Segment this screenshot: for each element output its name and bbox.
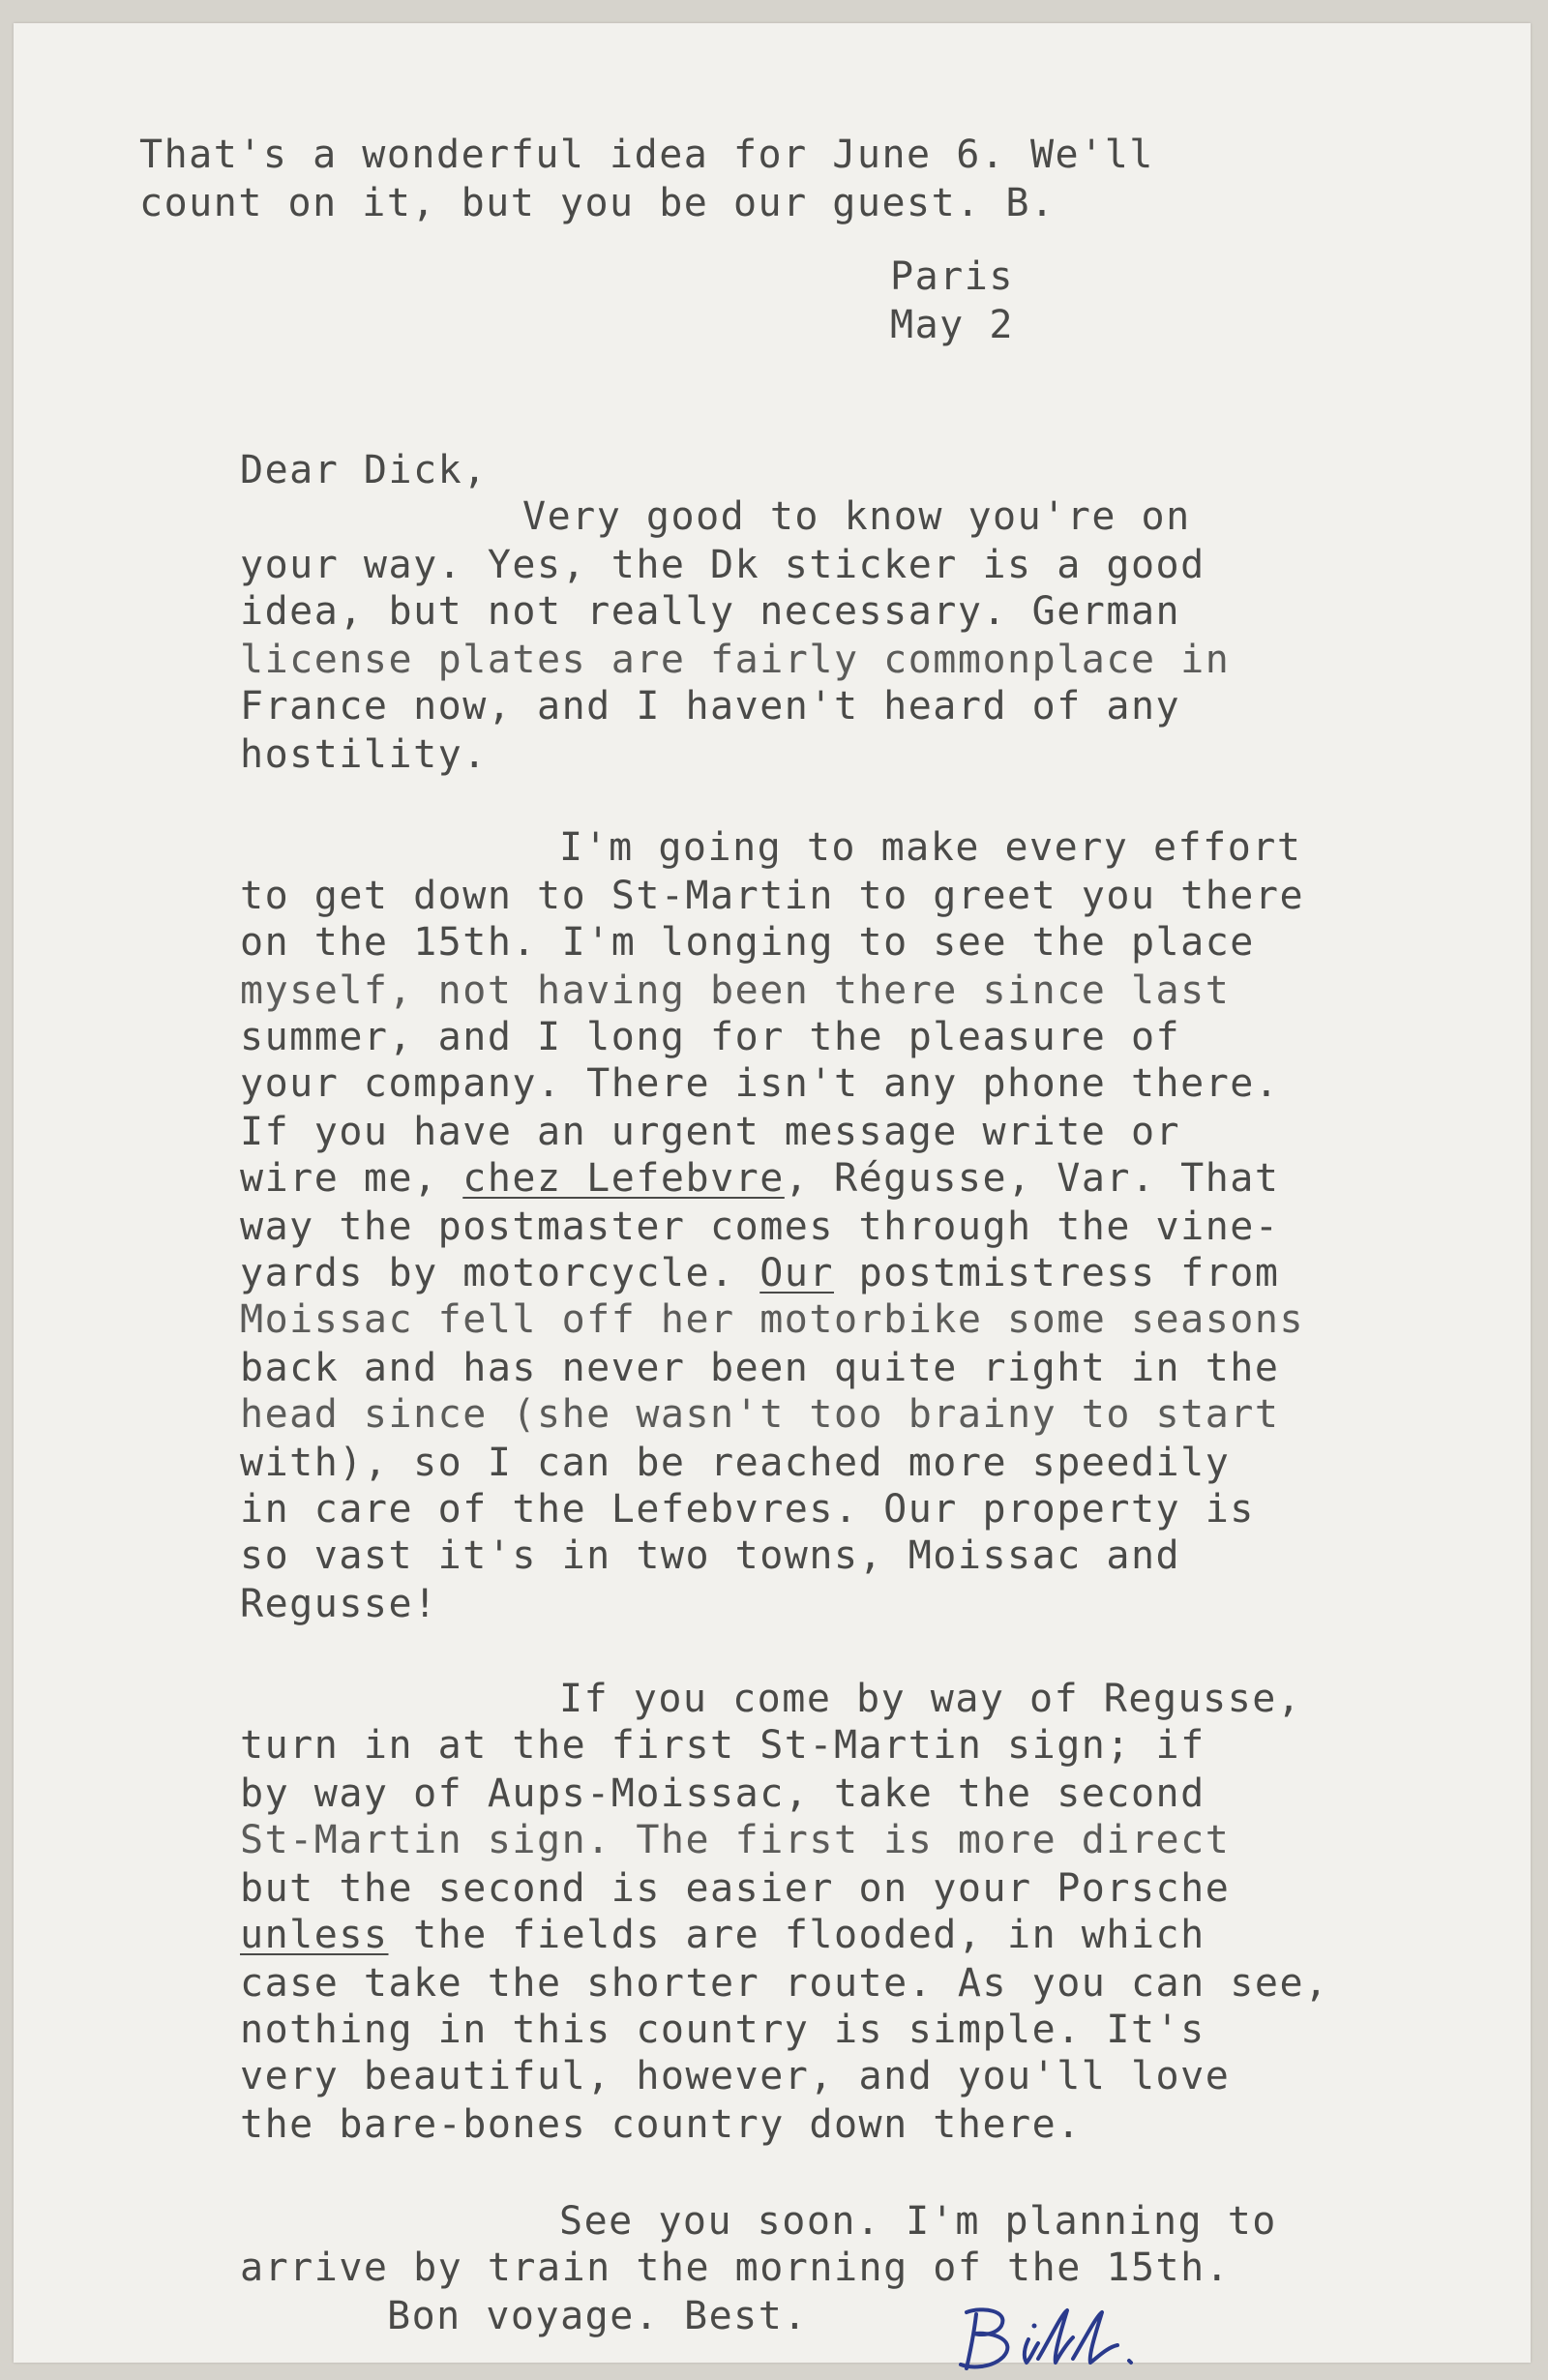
body-text: , Régusse, Var. That bbox=[784, 1156, 1280, 1201]
body-line: so vast it's in two towns, Moissac and bbox=[240, 1533, 1181, 1578]
body-line: on the 15th. I'm longing to see the place bbox=[240, 920, 1255, 965]
body-line: Moissac fell off her motorbike some seasons bbox=[240, 1297, 1305, 1342]
underlined-address: chez Lefebvre bbox=[462, 1156, 785, 1201]
letter-place: Paris bbox=[890, 254, 1014, 299]
body-line: with), so I can be reached more speedily bbox=[240, 1441, 1231, 1485]
body-line: way the postmaster comes through the vine- bbox=[240, 1205, 1280, 1249]
body-line bbox=[240, 1912, 1206, 1958]
body-line: head since (she wasn't too brainy to start bbox=[240, 1392, 1280, 1437]
body-line: turn in at the first St-Martin sign; if bbox=[240, 1723, 1206, 1768]
postscript-line: That's a wonderful idea for June 6. We'll bbox=[139, 133, 1154, 177]
salutation: Dear Dick, bbox=[240, 448, 488, 492]
body-text: wire me, bbox=[240, 1156, 463, 1201]
closing-line: See you soon. I'm planning to bbox=[559, 2199, 1277, 2244]
underlined-word: Our bbox=[759, 1251, 834, 1295]
body-text: postmistress from bbox=[833, 1251, 1280, 1295]
body-line: If you have an urgent message write or bbox=[240, 1110, 1181, 1154]
body-line: in care of the Lefebvres. Our property is bbox=[240, 1487, 1255, 1532]
body-line: myself, not having been there since last bbox=[240, 968, 1231, 1013]
body-line: case take the shorter route. As you can see, bbox=[240, 1961, 1329, 2006]
body-line: If you come by way of Regusse, bbox=[559, 1677, 1302, 1721]
handwritten-signature bbox=[953, 2301, 1195, 2378]
body-line: your company. There isn't any phone there. bbox=[240, 1061, 1280, 1106]
body-line: idea, but not really necessary. German bbox=[240, 589, 1181, 634]
body-line: I'm going to make every effort bbox=[559, 825, 1302, 870]
letter-date: May 2 bbox=[890, 303, 1014, 347]
body-text: the fields are flooded, in which bbox=[388, 1913, 1206, 1957]
body-line: but the second is easier on your Porsche bbox=[240, 1866, 1231, 1911]
body-text: yards by motorcycle. bbox=[240, 1251, 760, 1295]
underlined-word: unless bbox=[240, 1913, 389, 1957]
body-line: France now, and I haven't heard of any bbox=[240, 684, 1181, 729]
body-line: hostility. bbox=[240, 732, 488, 777]
closing-line: arrive by train the morning of the 15th. bbox=[240, 2246, 1231, 2290]
body-line: St-Martin sign. The first is more direct bbox=[240, 1818, 1231, 1862]
body-line bbox=[240, 1250, 1279, 1296]
closing-line: Bon voyage. Best. bbox=[387, 2294, 808, 2338]
body-line: license plates are fairly commonplace in bbox=[240, 638, 1231, 682]
body-line: very beautiful, however, and you'll love bbox=[240, 2054, 1231, 2098]
body-line bbox=[240, 1155, 1279, 1202]
body-line: summer, and I long for the pleasure of bbox=[240, 1015, 1181, 1059]
body-line: Very good to know you're on bbox=[522, 494, 1191, 539]
body-line: your way. Yes, the Dk sticker is a good bbox=[240, 543, 1206, 587]
body-line: to get down to St-Martin to greet you there bbox=[240, 874, 1305, 918]
body-line: Regusse! bbox=[240, 1582, 438, 1626]
body-line: back and has never been quite right in the bbox=[240, 1346, 1280, 1390]
body-line: by way of Aups-Moissac, take the second bbox=[240, 1771, 1206, 1816]
body-line: the bare-bones country down there. bbox=[240, 2102, 1082, 2147]
postscript-line: count on it, but you be our guest. B. bbox=[139, 181, 1056, 225]
body-line: nothing in this country is simple. It's bbox=[240, 2008, 1206, 2052]
